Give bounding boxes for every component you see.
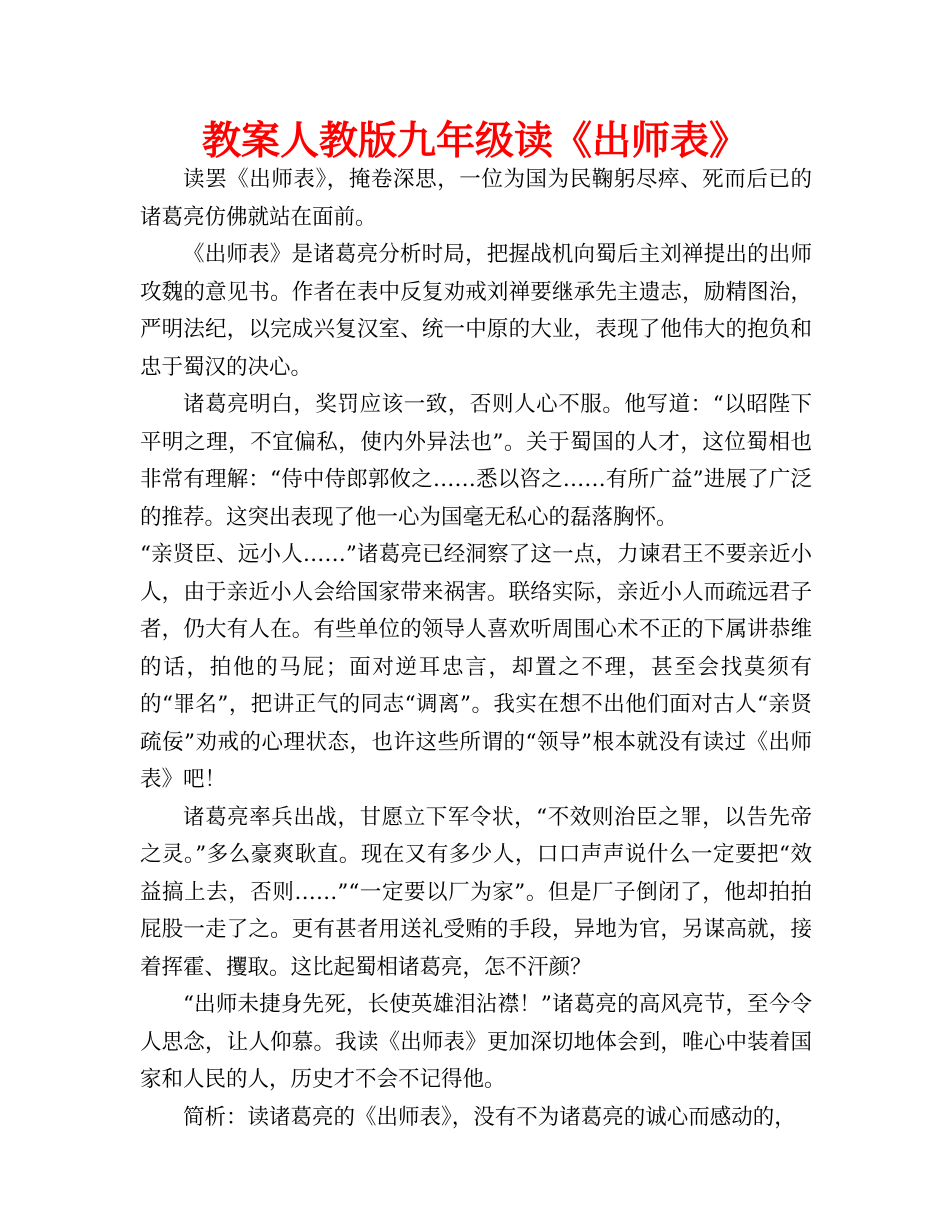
paragraph-6: “出师未捷身先死，长使英雄泪沾襟！”诸葛亮的高风亮节，至今令人思念，让人仰慕。我读《出师表》更加深切地体会到，唯心中装着国家和人民的人，历史才不会不记得他。 xyxy=(140,992,812,1092)
document-body xyxy=(140,161,812,1136)
paragraph-2: 《出师表》是诸葛亮分析时局，把握战机向蜀后主刘禅提出的出师攻魏的意见书。作者在表中反复劝戒刘禅要继承先主遗志，励精图治，严明法纪，以完成兴复汉室、统一中原的大业，表现了他伟大的抱负和忠于蜀汉的决心。 xyxy=(140,242,812,380)
paragraph-5: 诸葛亮率兵出战，甘愿立下军令状，“不效则治臣之罪，以告先帝之灵。”多么豪爽耿直。现在又有多少人，口口声声说什么一定要把“效益搞上去，否则……”“一定要以厂为家”。但是厂子倒闭了，他却拍拍屁股一走了之。更有甚者用送礼受贿的手段，异地为官，另谋高就，接着挥霍、攫取。这比起蜀相诸葛亮，怎不汗颜？ xyxy=(140,804,812,980)
paragraph-1: 读罢《出师表》，掩卷深思，一位为国为民鞠躬尽瘁、死而后已的诸葛亮仿佛就站在面前。 xyxy=(140,167,812,230)
paragraph-7: 简析：读诸葛亮的《出师表》，没有不为诸葛亮的诚心而感动的， xyxy=(183,1104,796,1130)
paragraph-3: 诸葛亮明白，奖罚应该一致，否则人心不服。他写道：“以昭陛下平明之理，不宜偏私，使内外异法也”。关于蜀国的人才，这位蜀相也非常有理解：“侍中侍郎郭攸之……悉以咨之……有所广益”进展了广泛的推荐。这突出表现了他一心为国毫无私心的磊落胸怀。 xyxy=(140,392,812,530)
paragraph-4: “亲贤臣、远小人……”诸葛亮已经洞察了这一点，力谏君王不要亲近小人，由于亲近小人会给国家带来祸害。联络实际，亲近小人而疏远君子者，仍大有人在。有些单位的领导人喜欢听周围心术不正的下属讲恭维的话，拍他的马屁；面对逆耳忠言，却置之不理，甚至会找莫须有的“罪名”，把讲正气的同志“调离”。我实在想不出他们面对古人“亲贤疏佞”劝戒的心理状态，也许这些所谓的“领导”根本就没有读过《出师表》吧！ xyxy=(140,542,812,792)
document-title: 教案人教版九年级读《出师表》 xyxy=(201,119,748,164)
